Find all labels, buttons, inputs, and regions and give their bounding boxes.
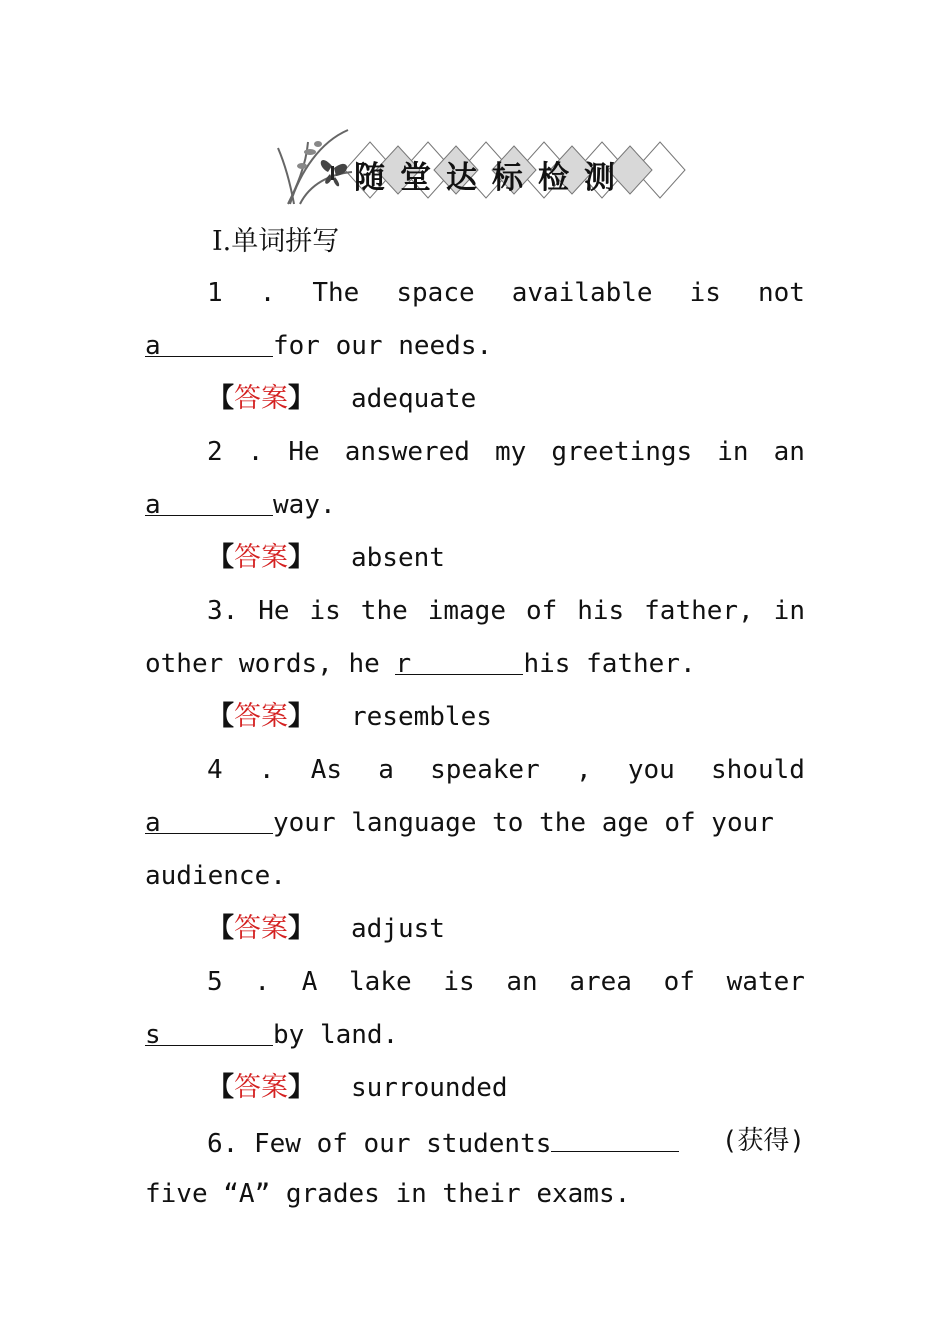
question-5-line-1: [207, 965, 805, 999]
word: A: [301, 967, 318, 997]
word: .: [254, 967, 270, 997]
word: 3.: [207, 596, 239, 626]
word: his: [577, 596, 625, 626]
question-2-line-2: [145, 488, 805, 522]
word: .: [258, 755, 275, 785]
answer-5: [207, 1071, 508, 1105]
word: father,: [644, 596, 754, 626]
word: not: [757, 278, 805, 308]
word: He: [258, 596, 290, 626]
answer-3: [207, 700, 492, 734]
fill-blank: s: [145, 1018, 273, 1046]
word: .: [259, 278, 276, 308]
word: ,: [575, 755, 592, 785]
word: an: [773, 437, 805, 467]
word: 5: [207, 967, 223, 997]
fill-blank: r: [395, 647, 523, 675]
question-6-line-1: [207, 1124, 805, 1158]
question-4-line-2: [145, 806, 805, 840]
answer-label: 【答案】: [207, 542, 315, 573]
question-1-line-1: [207, 276, 805, 310]
answer-label: 【答案】: [207, 1072, 315, 1103]
word: 1: [207, 278, 223, 308]
word: the: [360, 596, 408, 626]
question-text: five “A” grades in their exams.: [145, 1179, 631, 1209]
fill-blank: a: [145, 329, 273, 357]
question-1-line-2: [145, 329, 805, 363]
word: answered: [344, 437, 470, 467]
word: image: [427, 596, 506, 626]
word: is: [689, 278, 721, 308]
word: of: [663, 967, 695, 997]
section-header: [270, 122, 710, 212]
answer-1: [207, 382, 476, 416]
section-header-title: 随堂达标检测: [354, 160, 630, 196]
answer-2: [207, 541, 445, 575]
question-6-line-2: [145, 1177, 805, 1211]
fill-blank: a: [145, 806, 273, 834]
question-text: way.: [273, 490, 336, 520]
question-hint: (获得): [721, 1126, 805, 1156]
fill-blank: [551, 1124, 679, 1152]
question-3-line-1: [207, 594, 805, 628]
word: my: [494, 437, 527, 467]
word: 2: [207, 437, 223, 467]
answer-4: [207, 912, 445, 946]
word: a: [378, 755, 394, 785]
word: space: [396, 278, 475, 308]
word: .: [247, 437, 264, 467]
word: in: [773, 596, 805, 626]
question-text: your language to the age of your: [273, 808, 774, 838]
answer-label: 【答案】: [207, 383, 315, 414]
answer-text: adequate: [351, 384, 477, 414]
section-title: Ⅰ.单词拼写: [212, 226, 340, 257]
word: is: [443, 967, 475, 997]
question-text: other words, he: [145, 649, 396, 679]
answer-text: resembles: [351, 702, 492, 732]
word: 4: [207, 755, 223, 785]
word: greetings: [551, 437, 693, 467]
question-text: 6. Few of our students: [207, 1124, 679, 1158]
question-text: for our needs.: [273, 331, 493, 361]
word: area: [569, 967, 632, 997]
question-2-line-1: [207, 435, 805, 469]
answer-text: adjust: [351, 914, 445, 944]
word: As: [310, 755, 343, 785]
word: water: [726, 967, 805, 997]
word: He: [288, 437, 320, 467]
answer-label: 【答案】: [207, 913, 315, 944]
question-text: audience.: [145, 861, 286, 891]
word: available: [511, 278, 653, 308]
word: speaker: [430, 755, 540, 785]
word: in: [717, 437, 749, 467]
word: of: [525, 596, 558, 626]
word: The: [312, 278, 360, 308]
word: an: [506, 967, 538, 997]
question-5-line-2: [145, 1018, 805, 1052]
answer-label: 【答案】: [207, 701, 315, 732]
answer-text: absent: [351, 543, 445, 573]
word: lake: [349, 967, 412, 997]
question-4-line-3: [145, 859, 805, 893]
word: should: [711, 755, 805, 785]
question-text: by land.: [273, 1020, 399, 1050]
word: is: [309, 596, 341, 626]
fill-blank: a: [145, 488, 273, 516]
question-text: his father.: [523, 649, 696, 679]
word: you: [627, 755, 675, 785]
question-4-line-1: [207, 753, 805, 787]
answer-text: surrounded: [351, 1073, 508, 1103]
question-3-line-2: [145, 647, 805, 681]
